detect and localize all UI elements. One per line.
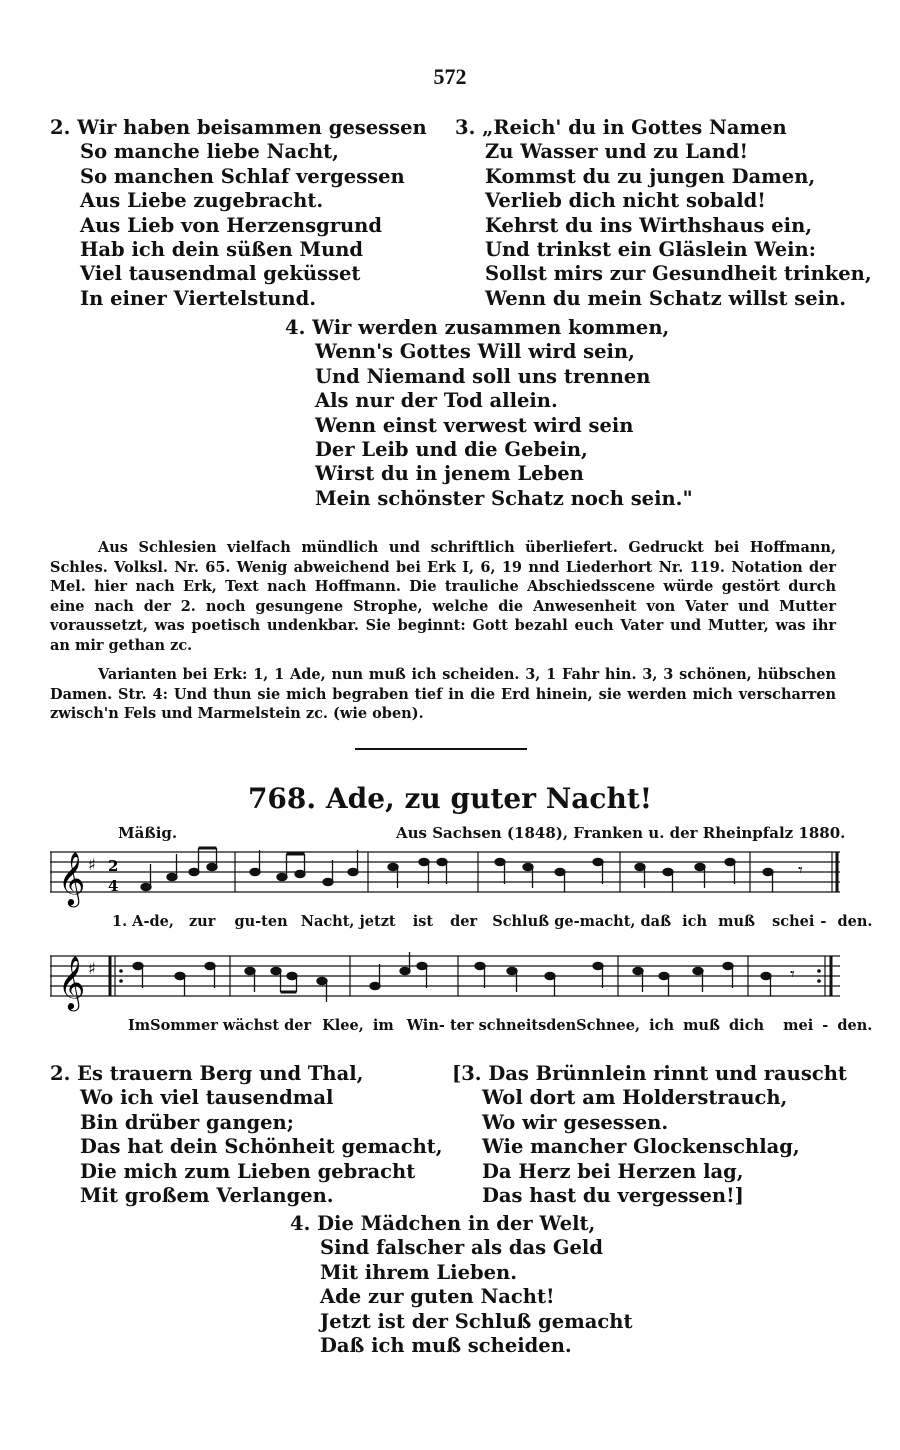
lyric-syllable: Nacht, (300, 913, 355, 930)
lyric-syllable: ten (261, 913, 288, 930)
lyric-syllable: - (822, 1017, 829, 1034)
verse-line: So manchen Schlaf vergessen (80, 164, 405, 188)
verse-line: Kehrst du ins Wirthshaus ein, (485, 213, 813, 237)
verse-line: 3. „Reich' du in Gottes Namen (455, 116, 787, 139)
lyric-syllable: schei (772, 913, 815, 930)
verse-line: Wie mancher Glockenschlag, (482, 1135, 800, 1159)
verse-line: Daß ich muß scheiden. (320, 1334, 572, 1358)
song-name: Ade, zu guter Nacht! (325, 782, 653, 815)
rest-icon: 𝄾 (798, 860, 803, 881)
lyric-syllable: ich (649, 1017, 675, 1034)
lyric-syllable: - (820, 913, 827, 930)
treble-clef-icon: 𝄞 (58, 851, 86, 905)
verse-line: In einer Viertelstund. (80, 286, 317, 310)
lyric-syllable: muß (718, 913, 756, 930)
time-signature-bottom: 4 (108, 877, 119, 895)
verse-line: Jetzt ist der Schluß gemacht (320, 1309, 633, 1333)
song-origin: Aus Sachsen (1848), Franken u. der Rheinpfalz 1880. (396, 824, 846, 842)
verse-line: Wo ich viel tausendmal (80, 1086, 334, 1110)
lyric-syllable: wächst (222, 1017, 280, 1034)
verse-line: Wenn's Gottes Will wird sein, (315, 340, 635, 364)
verse-line: Da Herz bei Herzen lag, (482, 1159, 744, 1183)
verse-line: Sind falscher als das Geld (320, 1236, 603, 1260)
tempo-marking: Mäßig. (118, 824, 178, 842)
verse-line: Das hat dein Schönheit gemacht, (80, 1135, 443, 1159)
verse-line: Mit ihrem Lieben. (320, 1260, 518, 1284)
lyric-syllable: Schnee, (576, 1017, 641, 1034)
top-verse-2 (50, 116, 427, 311)
song-title (0, 782, 900, 815)
verse-line: Mein schönster Schatz noch sein." (315, 486, 693, 510)
lyric-syllable: Sommer (150, 1017, 218, 1034)
verse-line: 2. Wir haben beisammen gesessen (50, 116, 427, 139)
lyric-syllable: macht, (579, 913, 636, 930)
verse-line: Zu Wasser und zu Land! (485, 140, 749, 164)
verse-line: Die mich zum Lieben gebracht (80, 1159, 416, 1183)
lyric-syllable: Im (128, 1017, 151, 1034)
verse-line: Wo wir gesessen. (482, 1110, 669, 1134)
verse-line: Ade zur guten Nacht! (320, 1285, 555, 1309)
verse-line: Sollst mirs zur Gesundheit trinken, (485, 262, 872, 286)
time-signature-top: 2 (108, 857, 119, 875)
lyric-syllable: Schluß (492, 913, 550, 930)
lyric-syllable: gu (234, 913, 256, 930)
verse-line: 4. Die Mädchen in der Welt, (290, 1212, 596, 1235)
music-staff-2 (50, 944, 840, 1024)
lyric-syllable: ist (412, 913, 434, 930)
verse-line: Bin drüber gangen; (80, 1110, 294, 1134)
source-note: Aus Schlesien vielfach mündlich und schriftlich überliefert. Gedruckt bei Hoffmann, Schles. Volksl. Nr. 65. Wenig abweichend bei Erk I, 6, 19 nnd Liederhort Nr. 119. Notation der Mel. hier nach Erk, Text nach Hoffmann. Die trauliche Abschiedsscene würde gestört durch eine nach der 2. noch gesungene Strophe, welche die Anwesenheit von Vater und Mutter voraussetzt, was poetisch undenkbar. Sie beginnt: Gott bezahl euch Vater und Mutter, was ihr an mir gethan zc. (50, 539, 836, 654)
lyric-syllable: - (143, 913, 150, 930)
verse-line: Viel tausendmal geküsset (80, 262, 361, 286)
verse-line: [3. Das Brünnlein rinnt und rauscht (452, 1062, 847, 1085)
verse-line: Mit großem Verlangen. (80, 1184, 334, 1208)
lyric-syllable: - (255, 913, 262, 930)
lyric-syllable: - (438, 1017, 445, 1034)
verse-line: Wenn einst verwest wird sein (315, 413, 634, 437)
lyric-syllable: ge (554, 913, 574, 930)
treble-clef-icon: 𝄞 (58, 955, 86, 1009)
lyric-syllable: den. (837, 1017, 873, 1034)
verse-line: So manche liebe Nacht, (80, 140, 339, 164)
verse-line: Und Niemand soll uns trennen (315, 364, 651, 388)
lyric-syllable: Klee, (322, 1017, 364, 1034)
lyric-syllable: de, (149, 913, 174, 930)
lyric-syllable: daß (640, 913, 672, 930)
lyric-syllable: mei (783, 1017, 814, 1034)
verse-line: Das hast du vergessen!] (482, 1184, 744, 1208)
variants-note: Varianten bei Erk: 1, 1 Ade, nun muß ich scheiden. 3, 1 Fahr hin. 3, 3 schönen, hübschen Damen. Str. 4: Und thun sie mich begraben tief in die Erd hinein, sie werden mich verscharren zwisch'n Fels und Marmelstein zc. (wie oben). (50, 666, 836, 723)
top-verse-3 (455, 116, 872, 311)
verse-line: 4. Wir werden zusammen kommen, (285, 316, 670, 339)
lyric-syllable: ich (682, 913, 708, 930)
lyric-syllable: den. (837, 913, 873, 930)
verse-line: Kommst du zu jungen Damen, (485, 164, 816, 188)
verse-line: Und trinkst ein Gläslein Wein: (485, 238, 816, 262)
section-divider (355, 748, 527, 750)
lyrics-line-2 (128, 1017, 872, 1034)
song-number: 768. (247, 782, 317, 815)
lyric-syllable: der (284, 1017, 312, 1034)
verse-line: Verlieb dich nicht sobald! (485, 189, 766, 213)
verse-line: Als nur der Tod allein. (315, 389, 558, 413)
lyric-syllable: ter (449, 1017, 474, 1034)
lyric-syllable: - (573, 913, 580, 930)
lyric-syllable: 1. A (112, 913, 144, 930)
lyric-syllable: jetzt (359, 913, 396, 930)
verse-line: Der Leib und die Gebein, (315, 438, 588, 462)
lyric-syllable: schneits (478, 1017, 547, 1034)
top-verse-4 (285, 316, 693, 511)
lyric-syllable: der (450, 913, 478, 930)
verse-line: Wirst du in jenem Leben (315, 462, 584, 486)
lyric-syllable: im (372, 1017, 394, 1034)
key-signature-sharp: ♯ (88, 959, 96, 978)
lyric-syllable: zur (188, 913, 216, 930)
verse-line: Hab ich dein süßen Mund (80, 238, 364, 262)
music-staff-1 (50, 840, 840, 920)
key-signature-sharp: ♯ (88, 855, 96, 874)
lyric-syllable: den (546, 1017, 577, 1034)
verse-line: 2. Es trauern Berg und Thal, (50, 1062, 364, 1085)
page-number: 572 (433, 64, 467, 89)
bottom-verse-2 (50, 1062, 443, 1208)
verse-line: Aus Lieb von Herzensgrund (80, 213, 382, 237)
lyric-syllable: Win (406, 1017, 439, 1034)
verse-line: Wenn du mein Schatz willst sein. (485, 286, 847, 310)
bottom-verse-3 (452, 1062, 847, 1208)
rest-icon: 𝄾 (790, 964, 795, 985)
verse-line: Aus Liebe zugebracht. (80, 189, 324, 213)
lyric-syllable: dich (729, 1017, 765, 1034)
verse-line: Wol dort am Holderstrauch, (482, 1086, 788, 1110)
bottom-verse-4 (290, 1212, 633, 1358)
lyrics-line-1 (112, 913, 872, 930)
lyric-syllable: muß (683, 1017, 720, 1034)
